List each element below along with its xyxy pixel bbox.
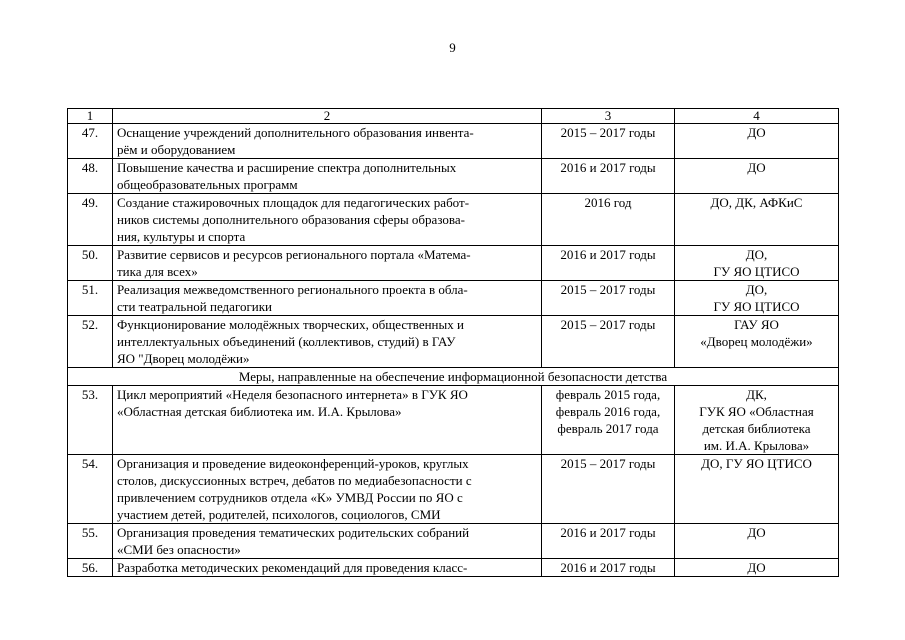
row-number: 53. [68,386,113,455]
column-number-header: 4 [675,109,839,124]
implementation-period [542,455,675,524]
table-row [68,159,839,194]
responsible-executor-line: ДО, ДК, АФКиС [710,195,803,210]
implementation-period [542,316,675,368]
measure-description-line: сти театральной педагогики [117,299,273,314]
implementation-period-line: 2016 и 2017 годы [560,560,656,575]
table-row [68,524,839,559]
measure-description-line: участием детей, родителей, психологов, социологов, СМИ [117,507,441,522]
table-row [68,246,839,281]
measure-description-line: Повышение качества и расширение спектра дополнительных [117,160,457,175]
implementation-period-line: февраль 2016 года, [555,404,661,419]
responsible-executor-line: ДО [747,125,766,140]
implementation-period [542,159,675,194]
table-row [68,124,839,159]
responsible-executors [675,246,839,281]
responsible-executors [675,559,839,577]
implementation-period-line: 2016 год [584,195,632,210]
measure-description-line: «СМИ без опасности» [117,542,241,557]
row-number: 51. [68,281,113,316]
section-header-row [68,368,839,386]
responsible-executor-line: ДО [747,160,766,175]
table-row [68,281,839,316]
measure-description [113,246,542,281]
measure-description-line: тика для всех» [117,264,198,279]
measure-description-line: ния, культуры и спорта [117,229,246,244]
measures-table [67,108,839,577]
responsible-executor-line: ГУ ЯО ЦТИСО [713,299,800,314]
implementation-period-line: 2016 и 2017 годы [560,160,656,175]
table-header-row [68,109,839,124]
measure-description [113,386,542,455]
measure-description-line: Создание стажировочных площадок для педагогических работ- [117,195,470,210]
page-number: 9 [449,40,456,55]
responsible-executors [675,524,839,559]
implementation-period-line: 2016 и 2017 годы [560,247,656,262]
responsible-executors [675,316,839,368]
measure-description [113,316,542,368]
row-number: 56. [68,559,113,577]
row-number: 50. [68,246,113,281]
section-title: Меры, направленные на обеспечение информационной безопасности детства [68,368,839,386]
measure-description-line: Разработка методических рекомендаций для проведения класс- [117,560,468,575]
responsible-executor-line: ДК, [746,387,767,402]
measure-description [113,281,542,316]
responsible-executors [675,159,839,194]
implementation-period-line: февраль 2015 года, [555,387,661,402]
table-row [68,455,839,524]
responsible-executor-line: ДО, [745,247,768,262]
row-number: 48. [68,159,113,194]
implementation-period [542,281,675,316]
implementation-period [542,559,675,577]
responsible-executor-line: ДО, [745,282,768,297]
measure-description [113,559,542,577]
implementation-period-line: 2015 – 2017 годы [560,125,656,140]
measure-description [113,124,542,159]
row-number: 49. [68,194,113,246]
responsible-executors [675,281,839,316]
implementation-period [542,524,675,559]
measure-description-line: Функционирование молодёжных творческих, общественных и [117,317,464,332]
responsible-executor-line: ГУК ЯО «Областная [699,404,814,419]
column-number-header: 3 [542,109,675,124]
measure-description-line: Цикл мероприятий «Неделя безопасного интернета» в ГУК ЯО [117,387,468,402]
column-number-header: 2 [113,109,542,124]
column-number-header: 1 [68,109,113,124]
table-row [68,316,839,368]
measure-description-line: Организация и проведение видеоконференций-уроков, круглых [117,456,469,471]
measure-description-line: Развитие сервисов и ресурсов регионального портала «Матема- [117,247,471,262]
responsible-executor-line: детская библиотека [702,421,811,436]
implementation-period-line: февраль 2017 года [557,421,659,436]
measure-description-line: ЯО "Дворец молодёжи» [117,351,250,366]
measure-description-line: столов, дискуссионных встреч, дебатов по медиабезопасности с [117,473,472,488]
row-number: 55. [68,524,113,559]
implementation-period [542,194,675,246]
measure-description [113,524,542,559]
implementation-period-line: 2015 – 2017 годы [560,317,656,332]
measure-description-line: привлечением сотрудников отдела «К» УМВД России по ЯО с [117,490,463,505]
responsible-executors [675,194,839,246]
row-number: 54. [68,455,113,524]
measure-description-line: Организация проведения тематических родительских собраний [117,525,470,540]
responsible-executor-line: ДО [747,525,766,540]
measure-description-line: ников системы дополнительного образования сферы образова- [117,212,465,227]
responsible-executor-line: ГАУ ЯО [734,317,779,332]
responsible-executors [675,455,839,524]
table-row [68,194,839,246]
implementation-period-line: 2015 – 2017 годы [560,282,656,297]
responsible-executor-line: «Дворец молодёжи» [700,334,813,349]
row-number: 52. [68,316,113,368]
table-row [68,559,839,577]
responsible-executor-line: ГУ ЯО ЦТИСО [713,264,800,279]
measure-description-line: рём и оборудованием [117,142,236,157]
measure-description-line: «Областная детская библиотека им. И.А. Крылова» [117,404,402,419]
implementation-period [542,246,675,281]
responsible-executors [675,386,839,455]
implementation-period [542,386,675,455]
table-row [68,386,839,455]
measure-description-line: общеобразовательных программ [117,177,298,192]
responsible-executor-line: им. И.А. Крылова» [703,438,810,453]
implementation-period-line: 2015 – 2017 годы [560,456,656,471]
measure-description-line: Реализация межведомственного регионального проекта в обла- [117,282,468,297]
measure-description [113,159,542,194]
measure-description [113,455,542,524]
measure-description [113,194,542,246]
implementation-period-line: 2016 и 2017 годы [560,525,656,540]
row-number: 47. [68,124,113,159]
responsible-executors [675,124,839,159]
implementation-period [542,124,675,159]
responsible-executor-line: ДО, ГУ ЯО ЦТИСО [701,456,812,471]
measure-description-line: интеллектуальных объединений (коллективов, студий) в ГАУ [117,334,456,349]
measure-description-line: Оснащение учреждений дополнительного образования инвента- [117,125,474,140]
responsible-executor-line: ДО [747,560,766,575]
